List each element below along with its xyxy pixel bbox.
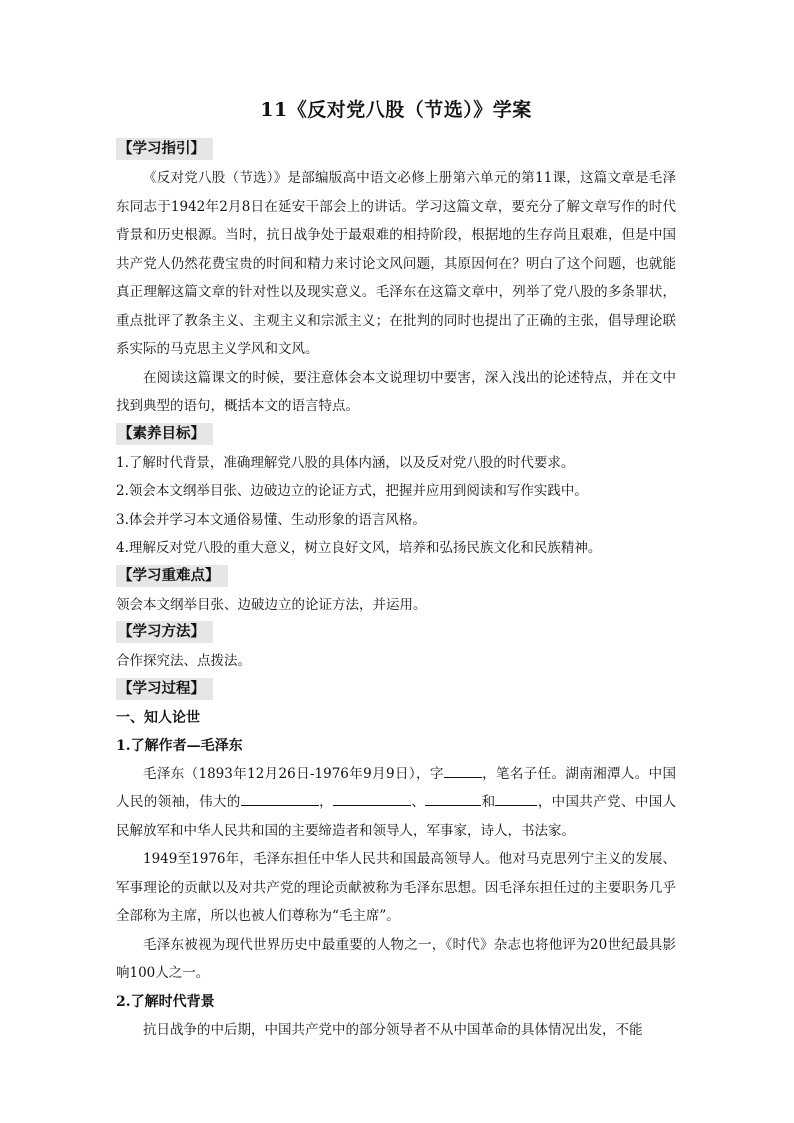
document-page <box>116 96 676 1044</box>
keypoints-text: 领会本文纲举目张、边破边立的论证方法，并运用。 <box>116 596 427 613</box>
author-text-c: 中国人民的领袖，伟大的 <box>116 765 677 810</box>
fill-blank-courtesy-name[interactable] <box>444 763 482 778</box>
author-text-g: ，中国共产党、中国人民解放军和中华人民共和国的主要缔造者和领导人，军事家，诗人，书法家。 <box>116 794 677 839</box>
section-heading-goals: 【素养目标】 <box>116 423 213 445</box>
goal-item-1: 1.了解时代背景，准确理解党八股的具体内涵，以及反对党八股的时代要求。 <box>116 454 575 471</box>
guide-paragraph-2: 在阅读这篇课文的时候，要注意体会本文说理切中要害，深入浅出的论述特点，并在文中找到典型的语句，概括本文的语言特点。 <box>116 369 676 414</box>
page-title: 11《反对党八股（节选）》学案 <box>260 99 532 121</box>
fill-blank-title-2[interactable] <box>333 791 411 806</box>
goal-item-2: 2.领会本文纲举目张、边破边立的论证方式，把握并应用到阅读和写作实践中。 <box>116 483 588 499</box>
guide-paragraph-1: 《反对党八股（节选）》是部编版高中语文必修上册第六单元的第11课，这篇文章是毛泽东同志于1942年2月8日在延安干部会上的讲话。学习这篇文章，要充分了解文章写作的时代背景和历史根源。当时，抗日战争处于最艰难的相持阶段，根据地的生存尚且艰难，但是中国共产党人仍然花费宝贵的时间和精力来讨论文风问题，其原因何在？明白了这个问题，也就能真正理解这篇文章的针对性以及现实意义。毛泽东在这篇文章中，列举了党八股的多条罪状，重点批评了教条主义、主观主义和宗派主义；在批判的同时也提出了正确的主张，倡导理论联系实际的马克思主义学风和文风。 <box>116 170 676 357</box>
author-text-a: 毛泽东（1893年12月26日-1976年9月9日），字 <box>143 765 444 782</box>
fill-blank-title-1[interactable] <box>241 791 319 806</box>
author-text-d: ， <box>318 794 333 810</box>
section-heading-method: 【学习方法】 <box>116 621 213 643</box>
section-heading-process: 【学习过程】 <box>116 678 213 700</box>
author-paragraph-2: 1949至1976年，毛泽东担任中华人民共和国最高领导人。他对马克思列宁主义的发展、军事理论的贡献以及对共产党的理论贡献被称为毛泽东思想。因毛泽东担任过的主要职务几乎全部称为主席，所以也被人们尊称为“毛主席”。 <box>116 851 676 924</box>
part-heading-1: 一、知人论世 <box>116 709 200 726</box>
author-paragraph-1 <box>116 760 676 846</box>
background-paragraph-1: 抗日战争的中后期，中国共产党中的部分领导者不从中国革命的具体情况出发，不能 <box>143 1021 643 1038</box>
goal-item-3: 3.体会并学习本文通俗易懂、生动形象的语言风格。 <box>116 511 426 528</box>
method-text: 合作探究法、点拨法。 <box>116 653 251 669</box>
section-heading-keypoints: 【学习重难点】 <box>116 565 228 587</box>
author-text-f: 和 <box>481 794 496 810</box>
author-text-b: ，笔名子任。湖南湘潭人。 <box>481 765 649 782</box>
goal-item-4: 4.理解反对党八股的重大意义，树立良好文风，培养和弘扬民族文化和民族精神。 <box>116 540 602 556</box>
section-heading-guide: 【学习指引】 <box>116 138 213 160</box>
fill-blank-title-3[interactable] <box>425 791 481 806</box>
subheading-background: 2.了解时代背景 <box>116 993 215 1010</box>
author-text-e: 、 <box>410 794 426 810</box>
subheading-author: 1.了解作者—毛泽东 <box>116 737 243 754</box>
author-paragraph-3: 毛泽东被视为现代世界历史中最重要的人物之一，《时代》杂志也将他评为20世纪最具影响100人之一。 <box>116 936 676 981</box>
fill-blank-title-4[interactable] <box>495 791 537 806</box>
